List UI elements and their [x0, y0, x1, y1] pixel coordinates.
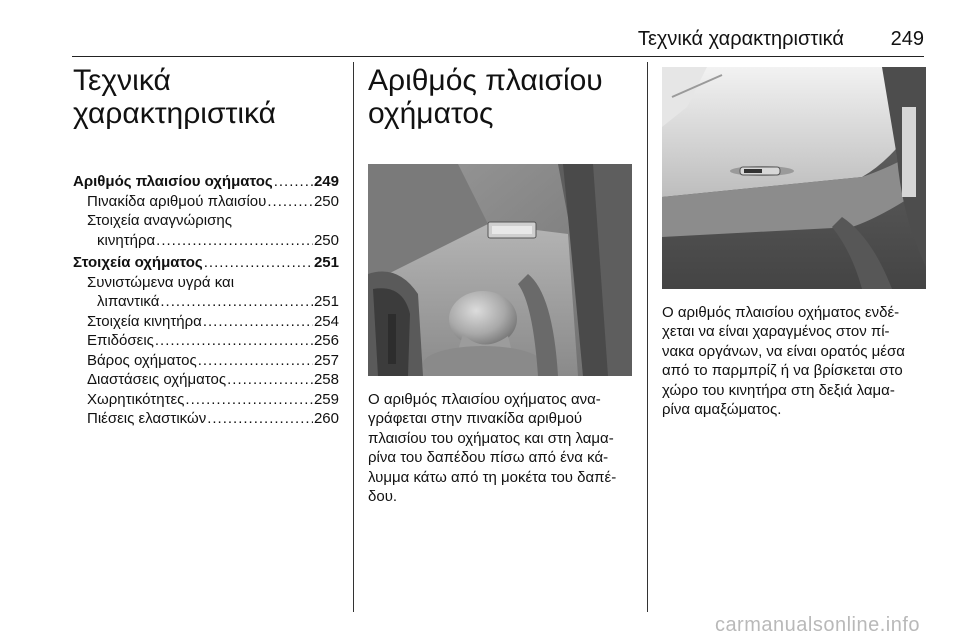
page-header: [72, 28, 924, 57]
vin-plate-illustration: [368, 164, 632, 376]
dashboard-column: [662, 62, 925, 419]
column-divider: [647, 62, 648, 612]
toc-entry[interactable]: Συνιστώμενα υγρά και: [87, 273, 235, 291]
column-divider: [353, 62, 354, 612]
section-title: Αριθμός πλαισίου οχήματος: [368, 64, 603, 130]
toc-entry[interactable]: Χωρητικότητες ..... 259: [73, 390, 339, 410]
toc-entry-continuation[interactable]: κινητήρα ..... 250: [73, 231, 339, 251]
paragraph-dashboard-location: Ο αριθμός πλαισίου οχήματος ενδέ- χεται να είναι χαραγμένος στον πί- νακα οργάνων, να είναι ορατός μέσα από το παρμπρίζ ή να βρίσκεται στο χώρο του κινητήρα στη δεξιά λαμα- ρίνα αμαξώματος.: [662, 304, 905, 419]
toc-entry[interactable]: Πιέσεις ελαστικών ..... 260: [73, 409, 339, 429]
toc-entry[interactable]: Στοιχεία αναγνώρισης: [87, 212, 232, 229]
dashboard-vin-photo: [662, 67, 926, 289]
toc-entry[interactable]: Στοιχεία κινητήρα ..... 254: [73, 312, 339, 332]
paragraph-floor-location: Ο αριθμός πλαισίου οχήματος ανα- γράφεται στην πινακίδα αριθμού πλαισίου του οχήματος και στη λαμα- ρίνα του δαπέδου πίσω από ένα κά- λυμμα κάτω από τη μοκέτα του δαπέ- δου.: [368, 391, 617, 506]
floor-vin-plate-photo: [368, 164, 632, 376]
toc-entry[interactable]: Επιδόσεις ..... 256: [73, 331, 339, 351]
table-of-contents: [73, 172, 339, 429]
windshield-vin-illustration: [662, 67, 926, 289]
toc-entry[interactable]: Διαστάσεις οχήματος ..... 258: [73, 370, 339, 390]
page-number: 249: [890, 28, 924, 50]
chapter-title: Τεχνικά χαρακτηριστικά: [73, 64, 276, 130]
chapter-column: [73, 62, 339, 429]
toc-entry[interactable]: Πινακίδα αριθμού πλαισίου ..... 250: [73, 192, 339, 212]
watermark: carmanualsonline.info: [714, 614, 920, 636]
toc-entry-continuation[interactable]: λιπαντικά ..... 251: [73, 292, 339, 312]
running-title: Τεχνικά χαρακτηριστικά: [637, 28, 844, 50]
section-column: [368, 62, 632, 506]
toc-entry[interactable]: Αριθμός πλαισίου οχήματος ..... 249: [73, 172, 339, 192]
toc-entry[interactable]: Στοιχεία οχήματος ..... 251: [73, 253, 339, 273]
toc-entry[interactable]: Βάρος οχήματος ..... 257: [73, 351, 339, 371]
